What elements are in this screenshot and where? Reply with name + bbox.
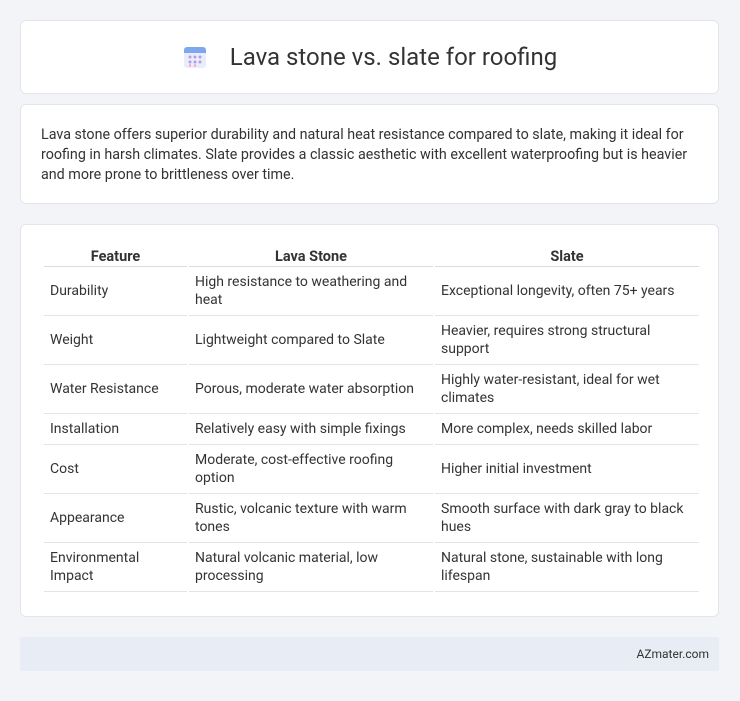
feature-cell: Water Resistance — [44, 365, 187, 414]
feature-cell: Environmental Impact — [44, 543, 187, 592]
slate-cell: Natural stone, sustainable with long lifespan — [435, 543, 699, 592]
title-card — [20, 20, 719, 94]
lava-stone-cell: High resistance to weathering and heat — [189, 267, 433, 316]
slate-cell: More complex, needs skilled labor — [435, 414, 699, 445]
summary-text: Lava stone offers superior durability and natural heat resistance compared to slate, making it ideal for roofing in harsh climates. Slate provides a classic aesthetic with excellent waterproofing but is heavier and more prone to brittleness over time. — [41, 127, 688, 183]
calendar-icon — [182, 44, 208, 70]
header-feature: Feature — [44, 245, 187, 267]
footer — [20, 637, 719, 671]
lava-stone-cell: Rustic, volcanic texture with warm tones — [189, 494, 433, 543]
summary-card — [20, 104, 719, 204]
table-row — [44, 445, 699, 494]
footer-brand[interactable]: AZmater.com — [636, 647, 709, 661]
feature-cell: Appearance — [44, 494, 187, 543]
header-lava-stone: Lava Stone — [189, 245, 433, 267]
table-header-row — [44, 245, 699, 267]
slate-cell: Highly water-resistant, ideal for wet climates — [435, 365, 699, 414]
feature-cell: Installation — [44, 414, 187, 445]
lava-stone-cell: Porous, moderate water absorption — [189, 365, 433, 414]
page-title: Lava stone vs. slate for roofing — [229, 43, 558, 71]
table-row — [44, 267, 699, 316]
comparison-card — [20, 224, 719, 617]
feature-cell: Cost — [44, 445, 187, 494]
table-row — [44, 365, 699, 414]
lava-stone-cell: Moderate, cost-effective roofing option — [189, 445, 433, 494]
feature-cell: Durability — [44, 267, 187, 316]
lava-stone-cell: Natural volcanic material, low processing — [189, 543, 433, 592]
table-row — [44, 414, 699, 445]
comparison-table — [42, 245, 701, 592]
header-slate: Slate — [435, 245, 699, 267]
slate-cell: Heavier, requires strong structural support — [435, 316, 699, 365]
slate-cell: Higher initial investment — [435, 445, 699, 494]
lava-stone-cell: Relatively easy with simple fixings — [189, 414, 433, 445]
table-row — [44, 316, 699, 365]
table-row — [44, 494, 699, 543]
slate-cell: Smooth surface with dark gray to black hues — [435, 494, 699, 543]
feature-cell: Weight — [44, 316, 187, 365]
slate-cell: Exceptional longevity, often 75+ years — [435, 267, 699, 316]
table-row — [44, 543, 699, 592]
lava-stone-cell: Lightweight compared to Slate — [189, 316, 433, 365]
